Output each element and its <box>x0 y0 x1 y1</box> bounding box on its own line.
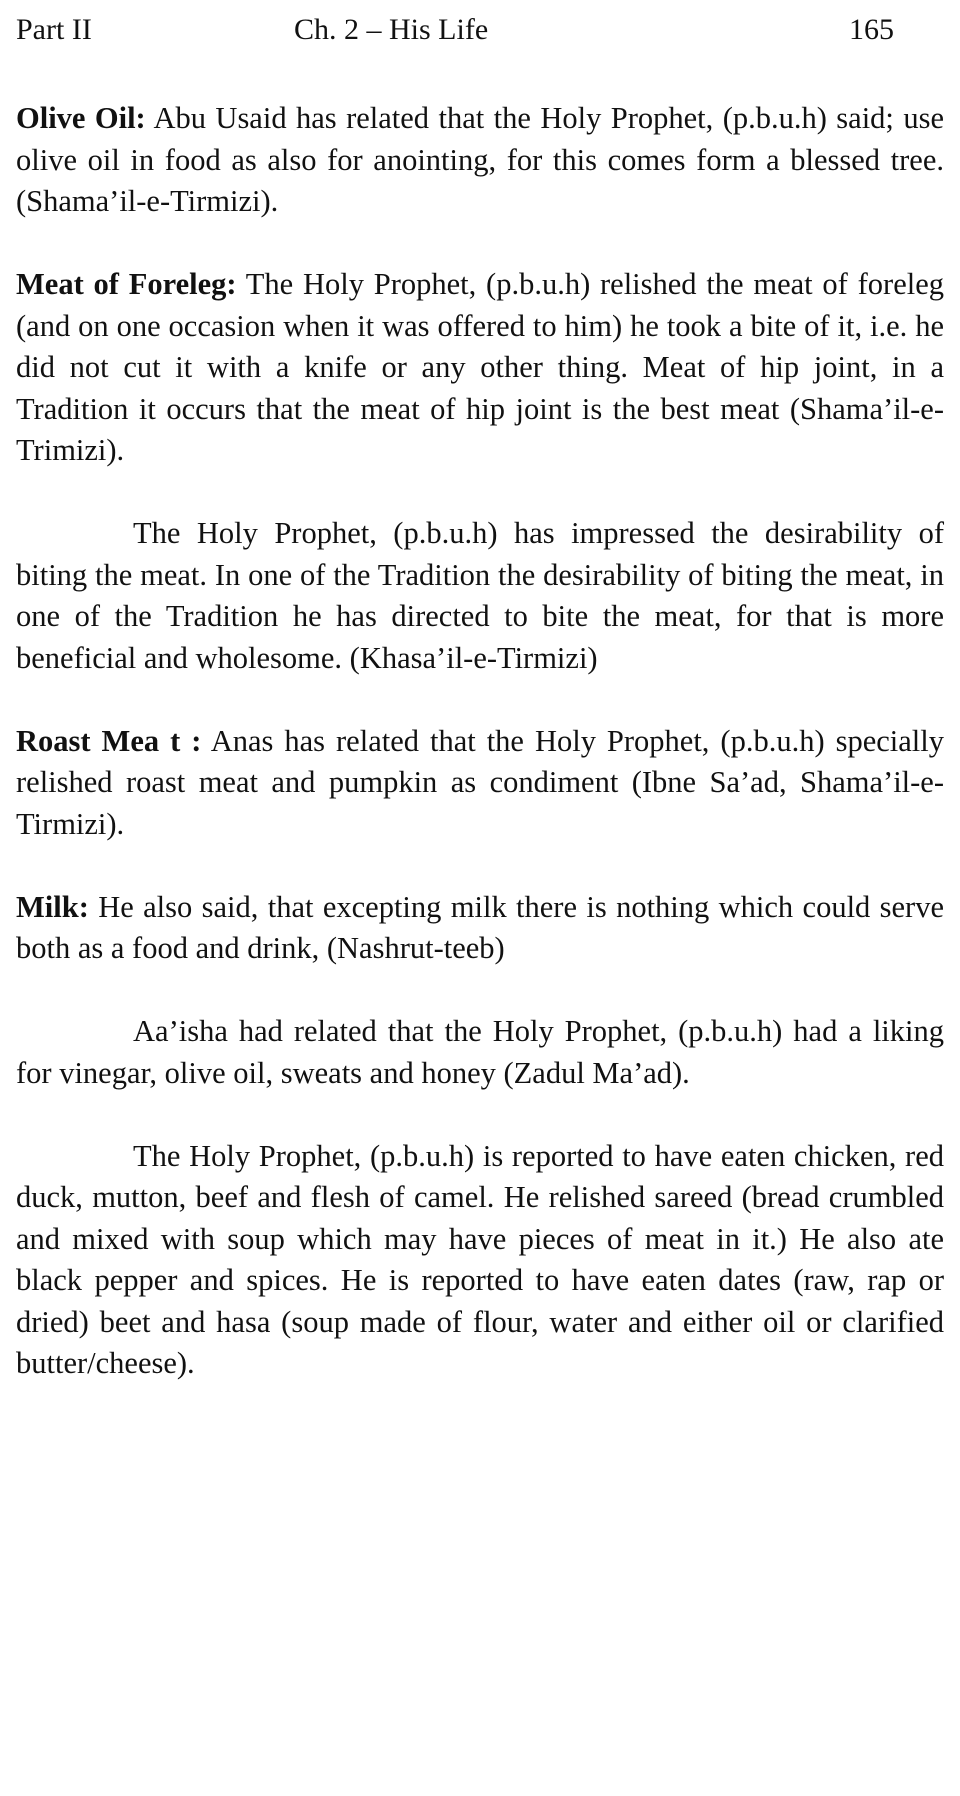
paragraph-text: Aa’isha had related that the Holy Prophet, (p.b.u.h) had a liking for vinegar, olive oil, sweats and honey (Zadul Ma’ad). <box>16 1014 944 1090</box>
paragraph-text: The Holy Prophet, (p.b.u.h) is reported to have eaten chicken, red duck, mutton, beef and flesh of camel. He relished sareed (bread crumbled and mixed with soup which may have pieces of meat in it.) He also ate black pepper and spices. He is reported to have eaten dates (raw, rap or dried) beet and hasa (soup made of flour, water and either oil or clarified butter/cheese). <box>16 1138 944 1380</box>
paragraph-aaisha <box>16 1011 944 1094</box>
paragraph-olive-oil <box>16 98 944 223</box>
paragraph-biting-meat <box>16 513 944 679</box>
paragraph-text: He also said, that excepting milk there is nothing which could serve both as a food and drink, (Nashrut-teeb) <box>16 889 944 965</box>
running-header <box>16 10 944 50</box>
paragraph-text: Abu Usaid has related that the Holy Prophet, (p.b.u.h) said; use olive oil in food as also for anointing, for this comes form a blessed tree. (Shama’il-e-Tirmizi). <box>16 101 944 218</box>
paragraph-roast-meat <box>16 721 944 846</box>
document-page <box>16 10 944 1426</box>
paragraph-text: The Holy Prophet, (p.b.u.h) relished the meat of foreleg (and on one occasion when it was offered to him) he took a bite of it, i.e. he did not cut it with a knife or any other thing. Meat of hip joint, in a Tradition it occurs that the meat of hip joint is the best meat (Shama’il-e-Trimizi). <box>16 267 944 467</box>
header-chapter: Ch. 2 – His Life <box>294 13 489 46</box>
paragraph-meat-of-foreleg <box>16 264 944 472</box>
body-text <box>16 98 944 1385</box>
header-part: Part II <box>16 13 92 46</box>
paragraph-foods-eaten <box>16 1136 944 1385</box>
page-number: 165 <box>849 13 894 46</box>
paragraph-milk <box>16 887 944 970</box>
paragraph-heading: Milk: <box>16 889 89 924</box>
paragraph-text: Anas has related that the Holy Prophet, (p.b.u.h) specially relished roast meat and pumpkin as condiment (Ibne Sa’ad, Shama’il-e-Tirmizi). <box>16 723 944 841</box>
paragraph-heading: Roast Mea t : <box>16 723 202 758</box>
paragraph-heading: Meat of Foreleg: <box>16 267 237 301</box>
paragraph-text: The Holy Prophet, (p.b.u.h) has impressed the desirability of biting the meat. In one of the Tradition the desirability of biting the meat, in one of the Tradition he has directed to bite the meat, for that is more beneficial and wholesome. (Khasa’il-e-Tirmizi) <box>16 516 944 675</box>
paragraph-heading: Olive Oil: <box>16 101 146 135</box>
